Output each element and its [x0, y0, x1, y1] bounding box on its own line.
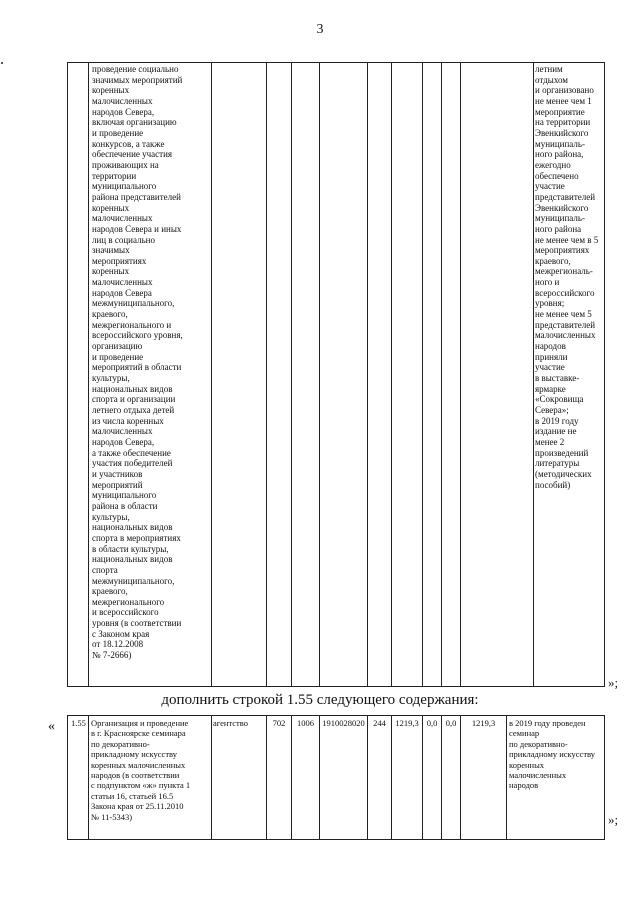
- row-description: Организация и проведение в г. Красноярске семинара по декоративно- прикладному искусству коренных малочисленных народов (в соответствии с подпунктом «ж» пункта 1 статьи 16, статьей 16.5 Закона края от 25.11.2010 № 11-5343): [91, 718, 191, 822]
- row-amount-2019: 1219,3: [395, 718, 419, 728]
- measure-description-cell: проведение социально значимых мероприятий коренных малочисленных народов Севера, включая организацию и проведение конкурсов, а также обеспечение участия проживающих на территории муниципального района представителей коренных малочисленных народов Севера и иных лиц в социально значимых мероприятиях коренных малочисленных народов Севера межмуниципального, краевого, межрегионального и всероссийского уровня, организацию и проведение мероприятий в области культуры, национальных видов спорта и организации летнего отдыха детей из числа коренных малочисленных народов Севера, а также обеспечение участия победителей и участников мероприятий муниципального района в области культуры, национальных видов спорта в мероприятиях в области культуры, национальных видов спорта межмуниципального, краевого, межрегионального и всероссийского уровня (в соответствии с Законом края от 18.12.2008 № 7-2666): [92, 64, 183, 661]
- column-divider: [441, 63, 442, 686]
- column-divider: [367, 63, 368, 686]
- row-amount-total: 1219,3: [471, 718, 496, 728]
- closing-quote-mark: »;: [608, 812, 619, 827]
- column-divider: [211, 63, 212, 686]
- row-amount-2020: 0,0: [426, 718, 438, 728]
- column-divider: [506, 716, 507, 839]
- row-rzpr-code: 1006: [297, 718, 314, 728]
- column-divider: [88, 716, 89, 839]
- new-row-table: [67, 715, 605, 840]
- row-amount-2021: 0,0: [445, 718, 457, 728]
- column-divider: [367, 716, 368, 839]
- column-divider: [291, 716, 292, 839]
- opening-quote-mark: «: [48, 719, 55, 734]
- continuation-table: [67, 62, 605, 687]
- column-divider: [88, 63, 89, 686]
- row-executor: агентство: [213, 718, 248, 728]
- closing-quote-mark: »;: [608, 675, 619, 690]
- column-divider: [291, 63, 292, 686]
- row-grbs-code: 702: [272, 718, 286, 728]
- row-number: 1.55: [71, 718, 86, 728]
- column-divider: [319, 716, 320, 839]
- amendment-instruction: дополнить строкой 1.55 следующего содержания:: [161, 692, 479, 708]
- scan-speck: [1, 62, 3, 64]
- column-divider: [533, 63, 534, 686]
- row-expected-result: в 2019 году проведен семинар по декоративно- прикладному искусству коренных малочисленных народов: [509, 718, 596, 791]
- column-divider: [460, 63, 461, 686]
- column-divider: [460, 716, 461, 839]
- column-divider: [422, 716, 423, 839]
- column-divider: [211, 716, 212, 839]
- column-divider: [441, 716, 442, 839]
- row-csr-code: 1910028020: [322, 718, 365, 728]
- column-divider: [266, 63, 267, 686]
- column-divider: [319, 63, 320, 686]
- column-divider: [391, 716, 392, 839]
- column-divider: [391, 63, 392, 686]
- column-divider: [422, 63, 423, 686]
- page-number: 3: [316, 22, 324, 37]
- row-vr-code: 244: [373, 718, 386, 728]
- expected-result-cell: летним отдыхом и организовано не менее чем 1 мероприятие на территории Эвенкийского муниципаль- ного района, ежегодно обеспечено участие представителей Эвенкийского муниципаль- ного района не менее чем в 5 мероприятиях краевого, межрегиональ- ного и всероссийского уровня; не менее чем 5 представителей малочисленных народов приняли участие в выставке- ярмарке «Сокровища Севера»; в 2019 году издание не менее 2 произведений литературы (методических пособий): [535, 64, 599, 490]
- column-divider: [266, 716, 267, 839]
